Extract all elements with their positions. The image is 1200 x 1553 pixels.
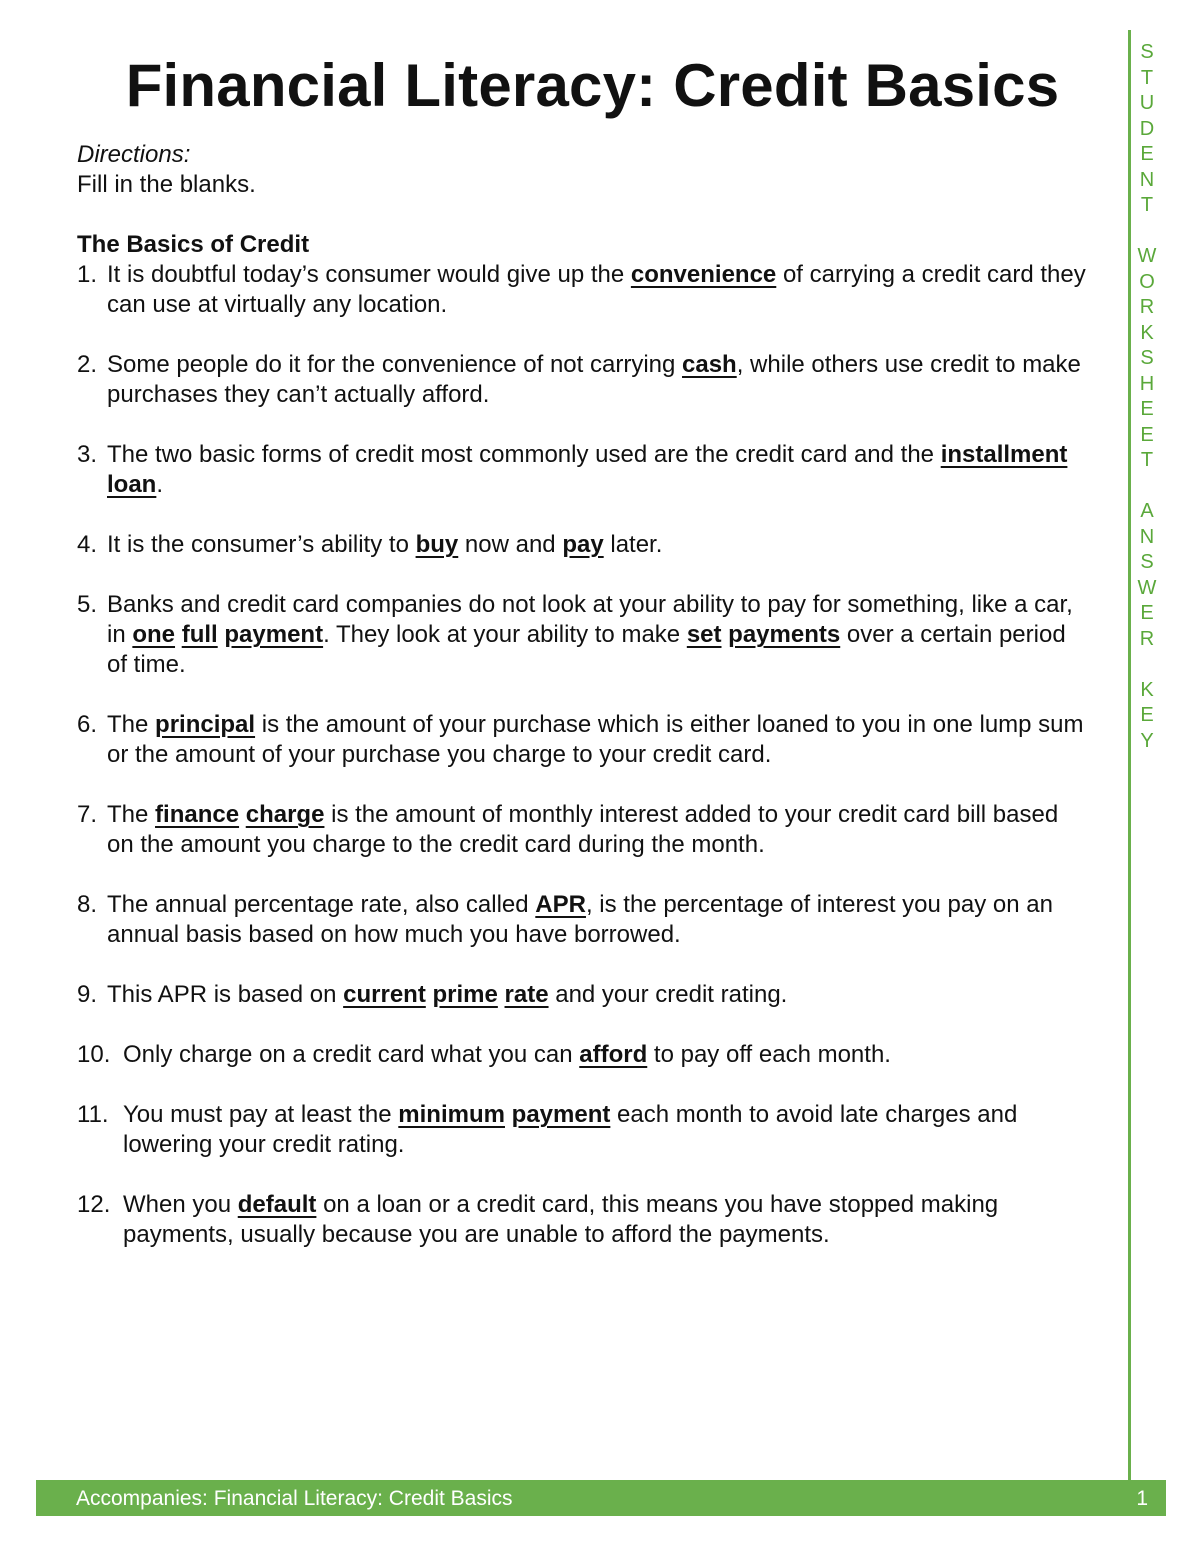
side-label-char: R xyxy=(1139,627,1155,650)
section-heading: The Basics of Credit xyxy=(77,231,310,258)
question-number: 3. xyxy=(77,441,98,468)
answer-blank: principal xyxy=(155,711,256,738)
answer-blank: default xyxy=(237,1191,317,1218)
side-label-char: Y xyxy=(1140,729,1154,752)
side-label-char: E xyxy=(1140,143,1154,165)
side-label-char: T xyxy=(1140,194,1154,216)
question-item xyxy=(77,1100,1087,1160)
question-item xyxy=(77,1190,1087,1250)
question-list xyxy=(77,260,1087,1250)
directions-text: Fill in the blanks. xyxy=(77,171,256,198)
question-item xyxy=(77,440,1087,500)
side-label-char xyxy=(1136,652,1158,678)
answer-blank: loan xyxy=(107,471,157,498)
question-text: Some people do it for the convenience of not carrying cash, while others use credit to make purchases they can’t actually afford. xyxy=(107,351,1081,408)
answer-blank: convenience xyxy=(630,261,777,288)
question-item xyxy=(77,710,1087,770)
side-label-char: W xyxy=(1137,576,1157,599)
question-item xyxy=(77,890,1087,950)
question-text: This APR is based on current prime rate and your credit rating. xyxy=(107,981,788,1008)
question-number: 8. xyxy=(77,891,98,918)
question-text: Only charge on a credit card what you can afford to pay off each month. xyxy=(123,1041,891,1068)
question-text: It is the consumer’s ability to buy now and pay later. xyxy=(107,531,663,558)
question-text: You must pay at least the minimum payment each month to avoid late charges and lowering your credit rating. xyxy=(123,1101,1018,1158)
side-label-char: E xyxy=(1140,602,1154,624)
question-number: 1. xyxy=(77,261,98,288)
side-label-char: E xyxy=(1140,398,1154,420)
question-text: When you default on a loan or a credit card, this means you have stopped making payments, usually because you are unable to afford the payments. xyxy=(123,1191,999,1248)
answer-blank: installment xyxy=(940,441,1068,468)
answer-blank: buy xyxy=(415,531,459,558)
side-label-char: N xyxy=(1139,168,1155,191)
answer-blank: payments xyxy=(728,621,841,648)
answer-blank: pay xyxy=(562,531,604,558)
question-text: The two basic forms of credit most commonly used are the credit card and the installment loan. xyxy=(107,441,1068,498)
question-text: The annual percentage rate, also called APR, is the percentage of interest you pay on an annual basis based on how much you have borrowed. xyxy=(107,891,1053,948)
side-label-char: H xyxy=(1139,372,1155,395)
page-number: 1 xyxy=(1136,1487,1148,1510)
side-label-char: D xyxy=(1139,117,1155,140)
question-text: It is doubtful today’s consumer would give up the convenience of carrying a credit card they can use at virtually any location. xyxy=(107,261,1086,318)
question-item xyxy=(77,1040,1087,1070)
question-number: 6. xyxy=(77,711,98,738)
answer-blank: payment xyxy=(511,1101,611,1128)
side-label-char: E xyxy=(1140,704,1154,726)
side-label-char: T xyxy=(1140,66,1154,89)
question-item xyxy=(77,350,1087,410)
question-text: The principal is the amount of your purchase which is either loaned to you in one lump sum or the amount of your purchase you charge to your credit card. xyxy=(107,711,1084,768)
side-label-char xyxy=(1136,219,1158,245)
side-label-char xyxy=(1136,474,1158,500)
question-number: 2. xyxy=(77,351,98,378)
answer-blank: charge xyxy=(245,801,325,828)
question-number: 5. xyxy=(77,591,98,618)
question-item xyxy=(77,590,1087,680)
question-number: 9. xyxy=(77,981,98,1008)
answer-blank: full xyxy=(181,621,218,648)
question-number: 11. xyxy=(77,1101,109,1128)
question-item xyxy=(77,530,1087,560)
answer-blank: payment xyxy=(224,621,324,648)
question-number: 7. xyxy=(77,801,98,828)
answer-blank: cash xyxy=(682,351,737,378)
answer-blank: current xyxy=(343,981,426,1008)
footer-text: Accompanies: Financial Literacy: Credit Basics xyxy=(76,1487,513,1510)
directions-label: Directions: xyxy=(77,141,191,168)
question-text: The finance charge is the amount of monthly interest added to your credit card bill based on the amount you charge to the credit card during the month. xyxy=(107,801,1059,858)
question-text: Banks and credit card companies do not look at your ability to pay for something, like a car, in one full payment. They look at your ability to make set payments over a certain period of time. xyxy=(107,591,1073,678)
answer-blank: prime xyxy=(432,981,498,1008)
side-label-char: R xyxy=(1139,296,1155,318)
side-label xyxy=(1136,40,1158,754)
answer-blank: APR xyxy=(535,891,586,918)
question-item xyxy=(77,260,1087,320)
side-label-char: K xyxy=(1140,321,1154,344)
side-label-char: S xyxy=(1140,41,1154,63)
worksheet-content xyxy=(77,140,1087,1280)
answer-blank: minimum xyxy=(398,1101,505,1128)
page-title: Financial Literacy: Credit Basics xyxy=(125,52,1060,119)
side-label-char: A xyxy=(1140,500,1154,522)
answer-blank: afford xyxy=(579,1041,648,1068)
answer-blank: rate xyxy=(504,981,549,1008)
answer-blank: finance xyxy=(155,801,240,828)
side-label-char: S xyxy=(1140,347,1154,369)
question-item xyxy=(77,800,1087,860)
side-label-char: N xyxy=(1139,525,1155,548)
footer-bar xyxy=(36,1480,1166,1516)
question-number: 4. xyxy=(77,531,98,558)
question-number: 12. xyxy=(77,1191,111,1218)
question-number: 10. xyxy=(77,1041,111,1068)
side-label-char: T xyxy=(1140,449,1154,471)
side-label-char: W xyxy=(1137,245,1157,267)
answer-blank: one xyxy=(132,621,176,648)
side-label-char: E xyxy=(1140,423,1154,446)
side-label-char: O xyxy=(1139,270,1155,293)
side-label-char: S xyxy=(1140,551,1154,573)
question-item xyxy=(77,980,1087,1010)
answer-blank: set xyxy=(686,621,722,648)
side-label-char: U xyxy=(1139,92,1155,114)
side-label-char: K xyxy=(1140,678,1154,701)
